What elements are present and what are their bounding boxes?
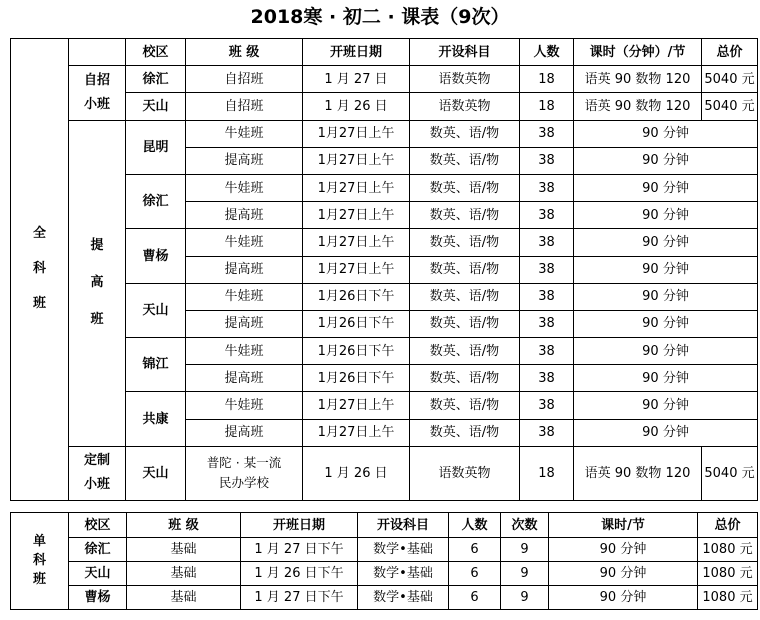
data-cell: 1月26日下午 xyxy=(303,283,410,310)
header-cell: 班 级 xyxy=(186,39,303,66)
header-cell: 开设科目 xyxy=(410,39,520,66)
header-cell: 课时/节 xyxy=(549,513,698,538)
data-cell: 18 xyxy=(520,446,574,500)
data-cell: 基础 xyxy=(127,538,241,562)
campus-cell: 徐汇 xyxy=(126,66,186,93)
data-cell: 自招班 xyxy=(186,93,303,120)
data-cell: 牛娃班 xyxy=(186,229,303,256)
data-cell: 数学•基础 xyxy=(358,538,449,562)
table-row xyxy=(11,586,758,610)
data-cell: 38 xyxy=(520,419,574,446)
data-cell: 1月27日上午 xyxy=(303,229,410,256)
data-cell: 数学•基础 xyxy=(358,562,449,586)
data-cell: 6 xyxy=(449,538,501,562)
header-cell: 开班日期 xyxy=(241,513,358,538)
table-row xyxy=(11,120,758,147)
header-cell: 总价 xyxy=(698,513,758,538)
data-cell: 90 分钟 xyxy=(574,365,758,392)
data-cell: 牛娃班 xyxy=(186,392,303,419)
data-cell: 自招班 xyxy=(186,66,303,93)
data-cell: 牛娃班 xyxy=(186,283,303,310)
data-cell: 1月26日下午 xyxy=(303,338,410,365)
data-cell: 1 月 27 日下午 xyxy=(241,538,358,562)
data-cell: 38 xyxy=(520,256,574,283)
data-cell: 牛娃班 xyxy=(186,338,303,365)
data-cell: 90 分钟 xyxy=(549,586,698,610)
data-cell: 90 分钟 xyxy=(549,538,698,562)
data-cell: 1月26日下午 xyxy=(303,310,410,337)
side-label-full-line: 全 xyxy=(32,225,46,241)
table-row xyxy=(11,562,758,586)
data-cell: 数英、语/物 xyxy=(410,120,520,147)
header-cell: 校区 xyxy=(69,513,127,538)
data-cell: 38 xyxy=(520,283,574,310)
data-cell: 数英、语/物 xyxy=(410,174,520,201)
data-cell: 数英、语/物 xyxy=(410,283,520,310)
data-cell: 38 xyxy=(520,338,574,365)
data-cell: 9 xyxy=(501,562,549,586)
group-label-tigao-line: 提 xyxy=(90,237,104,253)
campus-cell: 天山 xyxy=(126,446,186,500)
side-label-single-line: 单 xyxy=(32,533,46,549)
table-row xyxy=(11,513,758,538)
data-cell: 数英、语/物 xyxy=(410,229,520,256)
data-cell: 9 xyxy=(501,538,549,562)
header-cell: 人数 xyxy=(449,513,501,538)
campus-cell: 天山 xyxy=(126,93,186,120)
data-cell: 38 xyxy=(520,365,574,392)
campus-cell: 曹杨 xyxy=(69,586,127,610)
header-blank xyxy=(69,39,126,66)
data-cell: 1月27日上午 xyxy=(303,256,410,283)
data-cell: 18 xyxy=(520,93,574,120)
side-label-full-line: 班 xyxy=(32,295,46,311)
full-subject-schedule-table xyxy=(10,38,758,501)
data-cell: 38 xyxy=(520,229,574,256)
data-cell: 90 分钟 xyxy=(574,174,758,201)
data-cell: 1月27日上午 xyxy=(303,392,410,419)
data-cell: 语数英物 xyxy=(410,93,520,120)
campus-cell: 徐汇 xyxy=(69,538,127,562)
data-cell: 90 分钟 xyxy=(574,147,758,174)
table-row xyxy=(11,446,758,473)
data-cell: 1月27日上午 xyxy=(303,174,410,201)
data-cell: 90 分钟 xyxy=(574,202,758,229)
data-cell: 5040 元 xyxy=(702,66,758,93)
data-cell: 1月27日上午 xyxy=(303,120,410,147)
data-cell: 1080 元 xyxy=(698,538,758,562)
data-cell: 5040 元 xyxy=(702,93,758,120)
header-cell: 班 级 xyxy=(127,513,241,538)
data-cell: 90 分钟 xyxy=(549,562,698,586)
data-cell: 1月27日上午 xyxy=(303,202,410,229)
campus-cell: 天山 xyxy=(69,562,127,586)
data-cell: 9 xyxy=(501,586,549,610)
data-cell: 90 分钟 xyxy=(574,229,758,256)
table-row xyxy=(11,66,758,93)
data-cell: 18 xyxy=(520,66,574,93)
data-cell: 90 分钟 xyxy=(574,283,758,310)
data-cell: 1 月 26 日 xyxy=(303,93,410,120)
header-cell: 校区 xyxy=(126,39,186,66)
data-cell: 90 分钟 xyxy=(574,120,758,147)
data-cell: 牛娃班 xyxy=(186,120,303,147)
side-label-full-line: 科 xyxy=(32,260,46,276)
data-cell: 90 分钟 xyxy=(574,392,758,419)
data-cell: 语英 90 数物 120 xyxy=(574,93,702,120)
data-cell: 1080 元 xyxy=(698,562,758,586)
campus-cell: 锦江 xyxy=(126,338,186,392)
data-cell: 1 月 27 日 xyxy=(303,66,410,93)
campus-cell: 天山 xyxy=(126,283,186,337)
data-cell: 提高班 xyxy=(186,256,303,283)
data-cell: 数英、语/物 xyxy=(410,419,520,446)
data-cell: 6 xyxy=(449,586,501,610)
campus-cell: 曹杨 xyxy=(126,229,186,283)
data-cell: 6 xyxy=(449,562,501,586)
data-cell: 语英 90 数物 120 xyxy=(574,446,702,500)
data-cell: 1 月 26 日下午 xyxy=(241,562,358,586)
side-label-single-line: 科 xyxy=(32,552,46,568)
data-cell: 语数英物 xyxy=(410,446,520,500)
header-cell: 次数 xyxy=(501,513,549,538)
data-cell: 1 月 26 日 xyxy=(303,446,410,500)
data-cell: 提高班 xyxy=(186,365,303,392)
data-cell: 语英 90 数物 120 xyxy=(574,66,702,93)
data-cell: 1080 元 xyxy=(698,586,758,610)
side-label-full xyxy=(11,39,69,501)
data-cell: 90 分钟 xyxy=(574,310,758,337)
data-cell: 数英、语/物 xyxy=(410,338,520,365)
data-cell: 数英、语/物 xyxy=(410,147,520,174)
side-label-single xyxy=(11,513,69,610)
data-cell: 数英、语/物 xyxy=(410,392,520,419)
data-cell: 1月26日下午 xyxy=(303,365,410,392)
data-cell: 数英、语/物 xyxy=(410,310,520,337)
class-cell xyxy=(186,446,303,500)
data-cell: 基础 xyxy=(127,562,241,586)
header-cell: 课时（分钟）/节 xyxy=(574,39,702,66)
data-cell: 1月27日上午 xyxy=(303,419,410,446)
data-cell: 5040 元 xyxy=(702,446,758,500)
single-subject-schedule-table xyxy=(10,512,758,610)
group-label-tigao-line: 班 xyxy=(90,311,104,327)
header-cell: 总价 xyxy=(702,39,758,66)
side-label-single-line: 班 xyxy=(32,571,46,587)
group-label-dingzhi-line: 小班 xyxy=(83,477,110,493)
data-cell: 90 分钟 xyxy=(574,338,758,365)
table-row xyxy=(11,538,758,562)
group-label-dingzhi-line: 定制 xyxy=(83,453,110,469)
campus-cell: 共康 xyxy=(126,392,186,446)
group-label-zizhao xyxy=(69,66,126,120)
page-title: 2018寒 · 初二 · 课表（9次） xyxy=(250,6,510,28)
table-row xyxy=(11,39,758,66)
data-cell: 38 xyxy=(520,120,574,147)
data-cell: 提高班 xyxy=(186,202,303,229)
data-cell: 1 月 27 日下午 xyxy=(241,586,358,610)
group-label-zizhao-line: 小班 xyxy=(83,96,110,112)
header-cell: 人数 xyxy=(520,39,574,66)
data-cell: 数英、语/物 xyxy=(410,365,520,392)
data-cell: 基础 xyxy=(127,586,241,610)
data-cell: 90 分钟 xyxy=(574,419,758,446)
data-cell: 语数英物 xyxy=(410,66,520,93)
data-cell: 数学•基础 xyxy=(358,586,449,610)
group-label-tigao xyxy=(69,120,126,446)
campus-cell: 昆明 xyxy=(126,120,186,174)
data-cell: 提高班 xyxy=(186,419,303,446)
group-label-zizhao-line: 自招 xyxy=(83,72,110,88)
data-cell: 牛娃班 xyxy=(186,174,303,201)
data-cell: 38 xyxy=(520,392,574,419)
data-cell: 90 分钟 xyxy=(574,256,758,283)
data-cell: 数英、语/物 xyxy=(410,202,520,229)
header-cell: 开设科目 xyxy=(358,513,449,538)
data-cell: 数英、语/物 xyxy=(410,256,520,283)
campus-cell: 徐汇 xyxy=(126,174,186,228)
header-cell: 开班日期 xyxy=(303,39,410,66)
data-cell: 1月27日上午 xyxy=(303,147,410,174)
data-cell: 38 xyxy=(520,147,574,174)
class-cell-line: 普陀 · 某一流 xyxy=(206,455,282,471)
class-cell-line: 民办学校 xyxy=(218,475,269,491)
data-cell: 38 xyxy=(520,310,574,337)
data-cell: 38 xyxy=(520,174,574,201)
data-cell: 提高班 xyxy=(186,147,303,174)
data-cell: 38 xyxy=(520,202,574,229)
group-label-tigao-line: 高 xyxy=(90,274,104,290)
group-label-dingzhi xyxy=(69,446,126,500)
data-cell: 提高班 xyxy=(186,310,303,337)
